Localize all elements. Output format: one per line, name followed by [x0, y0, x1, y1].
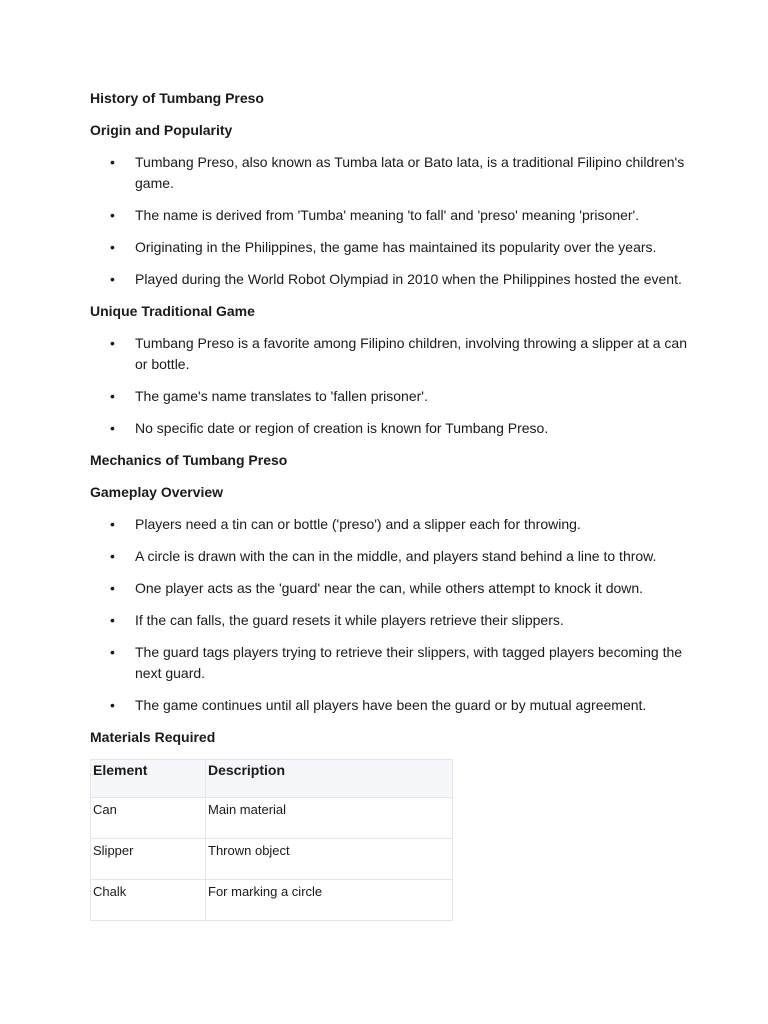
list-item: • The guard tags players trying to retrieve their slippers, with tagged players becoming the next guard.	[110, 644, 683, 681]
bullet-icon: •	[110, 239, 115, 255]
bullet-icon: •	[110, 580, 115, 596]
list-item: • Players need a tin can or bottle ('preso') and a slipper each for throwing.	[90, 514, 690, 535]
list-item: • Tumbang Preso, also known as Tumba lata or Bato lata, is a traditional Filipino children's game.	[110, 154, 685, 191]
bullet-icon: •	[110, 154, 115, 170]
bullet-list-origin	[90, 152, 690, 290]
bullet-icon: •	[110, 612, 115, 628]
materials-table	[90, 759, 453, 921]
list-item: • The game continues until all players have been the guard or by mutual agreement.	[90, 695, 690, 716]
bullet-list-unique	[90, 333, 690, 439]
list-item: • No specific date or region of creation is known for Tumbang Preso.	[90, 418, 690, 439]
list-item: • If the can falls, the guard resets it while players retrieve their slippers.	[90, 610, 690, 631]
bullet-icon: •	[110, 420, 115, 436]
column-header-element: Element	[91, 760, 206, 798]
list-item: • One player acts as the 'guard' near the can, while others attempt to knock it down.	[90, 578, 690, 599]
list-item: • Originating in the Philippines, the game has maintained its popularity over the years.	[90, 237, 690, 258]
table-row	[91, 839, 453, 880]
list-item: • The game's name translates to 'fallen prisoner'.	[90, 386, 690, 407]
bullet-icon: •	[110, 516, 115, 532]
table-row	[91, 880, 453, 921]
table-row	[91, 798, 453, 839]
bullet-icon: •	[110, 335, 115, 351]
table-header-row	[91, 760, 453, 798]
bullet-list-gameplay	[90, 514, 690, 716]
table-cell: Chalk	[91, 880, 206, 921]
table-cell: Main material	[206, 798, 453, 839]
section-heading-materials: Materials Required	[90, 729, 216, 745]
document-title: History of Tumbang Preso	[90, 90, 264, 106]
table-cell: Can	[91, 798, 206, 839]
bullet-icon: •	[110, 388, 115, 404]
column-header-description: Description	[206, 760, 453, 798]
table-cell: Slipper	[91, 839, 206, 880]
list-item: • Played during the World Robot Olympiad in 2010 when the Philippines hosted the event.	[90, 269, 690, 290]
table-cell: Thrown object	[206, 839, 453, 880]
list-item: • A circle is drawn with the can in the middle, and players stand behind a line to throw.	[90, 546, 690, 567]
table-cell: For marking a circle	[206, 880, 453, 921]
bullet-icon: •	[110, 644, 115, 660]
list-item: • Tumbang Preso is a favorite among Filipino children, involving throwing a slipper at a can or bottle.	[110, 335, 687, 372]
bullet-icon: •	[110, 271, 115, 287]
bullet-icon: •	[110, 548, 115, 564]
section-heading-origin: Origin and Popularity	[90, 122, 233, 138]
bullet-icon: •	[110, 697, 115, 713]
mechanics-title: Mechanics of Tumbang Preso	[90, 452, 288, 468]
section-heading-unique: Unique Traditional Game	[90, 303, 255, 319]
list-item: • The name is derived from 'Tumba' meaning 'to fall' and 'preso' meaning 'prisoner'.	[90, 205, 690, 226]
document-page	[90, 88, 690, 921]
section-heading-gameplay: Gameplay Overview	[90, 484, 224, 500]
bullet-icon: •	[110, 207, 115, 223]
